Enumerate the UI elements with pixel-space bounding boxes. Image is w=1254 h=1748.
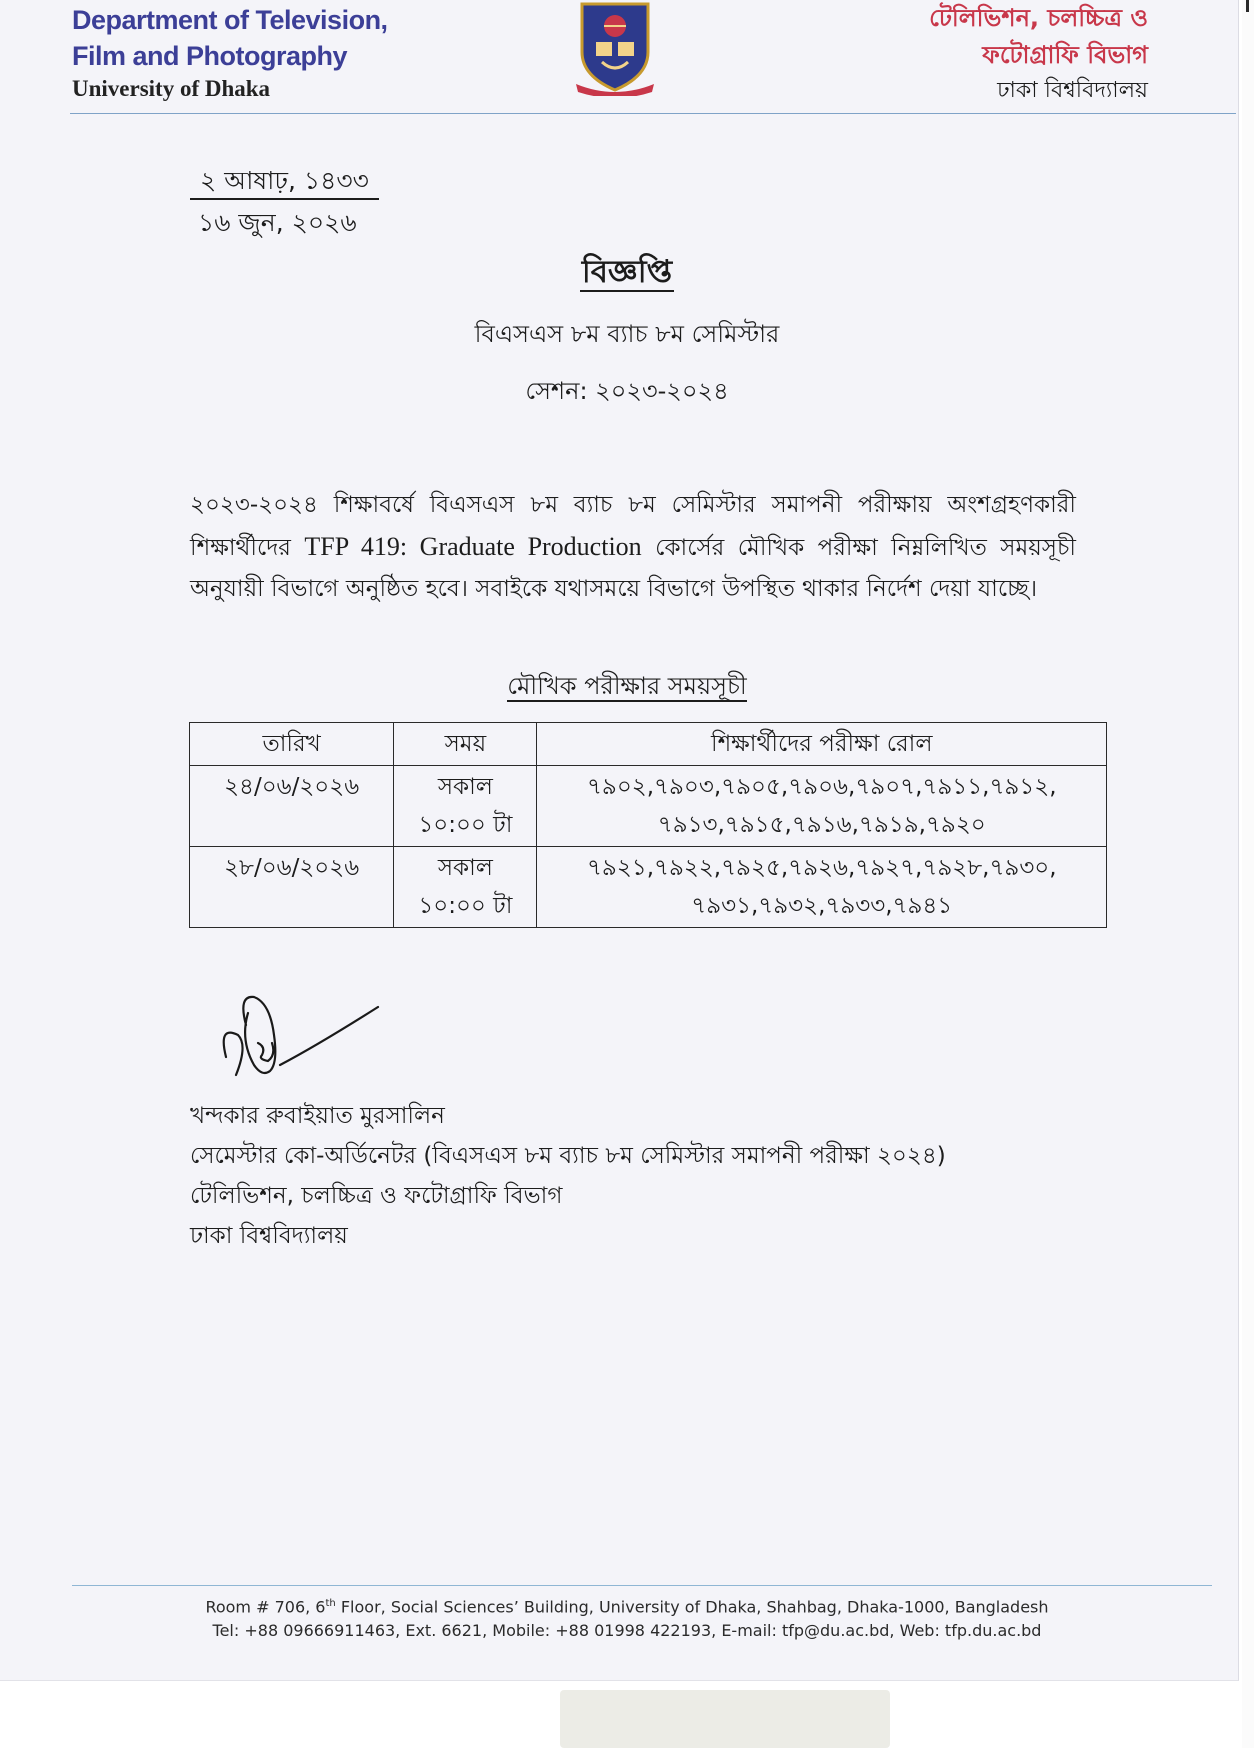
dept-name-en-line2: Film and Photography [72, 41, 348, 71]
row-rolls-line1: ৭৯২১,৭৯২২,৭৯২৫,৭৯২৬,৭৯২৭,৭৯২৮,৭৯৩০, [586, 855, 1057, 881]
row-time [394, 847, 537, 928]
row-time-label: সকাল [437, 855, 493, 881]
notice-title [0, 252, 1254, 292]
row-date: ২৮/০৬/২০২৬ [190, 847, 394, 928]
university-crest-icon [574, 0, 656, 96]
dept-name-en-line1: Department of Television, [72, 5, 388, 35]
footer-contact [0, 1592, 1254, 1643]
signatory-dept: টেলিভিশন, চলচ্চিত্র ও ফটোগ্রাফি বিভাগ [190, 1183, 563, 1209]
course-name: TFP 419: Graduate Production [304, 532, 642, 561]
university-name-bn: ঢাকা বিশ্ববিদ্যালয় [997, 78, 1148, 103]
col-header-rolls: শিক্ষার্থীদের পরীক্ষা রোল [537, 723, 1107, 766]
table-row [190, 766, 1107, 847]
row-rolls-line2: ৭৯৩১,৭৯৩২,৭৯৩৩,৭৯৪১ [691, 893, 953, 919]
table-header-row [190, 723, 1107, 766]
row-time-value: ১০:০০ টা [418, 893, 513, 919]
scan-edge-mark [1246, 0, 1249, 12]
row-time [394, 766, 537, 847]
scan-tape-mark [560, 1690, 890, 1748]
col-header-date: তারিখ [190, 723, 394, 766]
signatory-role: সেমেস্টার কো-অর্ডিনেটর (বিএসএস ৮ম ব্যাচ ৮ম সেমিস্টার সমাপনী পরীক্ষা ২০২৪) [190, 1143, 946, 1169]
header-english [72, 2, 388, 104]
session-line: সেশন: ২০২৩-২০২৪ [525, 377, 729, 405]
table-row [190, 847, 1107, 928]
row-rolls-line2: ৭৯১৩,৭৯১৫,৭৯১৬,৭৯১৯,৭৯২০ [657, 812, 986, 838]
batch-line: বিএসএস ৮ম ব্যাচ ৮ম সেমিস্টার [474, 320, 780, 348]
row-time-label: সকাল [437, 774, 493, 800]
row-rolls [537, 847, 1107, 928]
footer-address-part1: Room # 706, 6 [205, 1597, 326, 1617]
bangla-date: ২ আষাঢ়, ১৪৩৩ [190, 166, 379, 200]
notice-title-text: বিজ্ঞপ্তি [581, 254, 673, 290]
scan-margin [1242, 0, 1254, 1748]
signatory-name: খন্দকার রুবাইয়াত মুরসালিন [190, 1103, 445, 1129]
signatory-university: ঢাকা বিশ্ববিদ্যালয় [190, 1223, 348, 1249]
schedule-title [0, 670, 1254, 702]
notice-body [190, 485, 1076, 610]
dept-name-bn-line1: টেলিভিশন, চলচ্চিত্র ও [929, 4, 1148, 32]
row-rolls [537, 766, 1107, 847]
footer-address-part2: Floor, Social Sciences’ Building, University of Dhaka, Shahbag, Dhaka-1000, Bangladesh [335, 1597, 1049, 1617]
row-time-value: ১০:০০ টা [418, 812, 513, 838]
dept-name-bn-line2: ফটোগ্রাফি বিভাগ [982, 41, 1148, 69]
row-date: ২৪/০৬/২০২৬ [190, 766, 394, 847]
footer-divider [72, 1585, 1212, 1586]
col-header-time: সময় [394, 723, 537, 766]
row-rolls-line1: ৭৯০২,৭৯০৩,৭৯০৫,৭৯০৬,৭৯০৭,৭৯১১,৭৯১২, [586, 774, 1057, 800]
schedule-table [189, 722, 1107, 928]
footer-phone-email: Tel: +88 09666911463, Ext. 6621, Mobile: +88 01998 422193, E-mail: tfp@du.ac.bd, Web: tfp.du.ac.bd [212, 1621, 1042, 1641]
footer-address-sup: th [325, 1598, 336, 1609]
header-bangla [768, 0, 1148, 108]
notice-body-part1: ২০২৩-২০২৪ শিক্ষাবর্ষে বিএসএস ৮ম ব্যাচ ৮ম সেমিস্টার সমাপনী পরীক্ষায় অংশগ্রহণকারী শিক্ষার্থীদের [190, 492, 1076, 561]
notice-body-part2: কোর্সের মৌখিক পরীক্ষা নিম্নলিখিত সময়সূচী অনুযায়ী বিভাগে অনুষ্ঠিত হবে। সবাইকে যথাসময়ে বিভাগে উপস্থিত থাকার নির্দেশ দেয়া যাচ্ছে। [190, 535, 1076, 602]
header-divider [70, 113, 1236, 114]
gregorian-date: ১৬ জুন, ২০২৬ [198, 208, 357, 237]
university-name-en: University of Dhaka [72, 76, 271, 101]
footer-address [0, 1592, 1254, 1619]
handwritten-signature [218, 985, 388, 1095]
schedule-title-text: মৌখিক পরীক্ষার সময়সূচী [507, 672, 747, 700]
signatory-block [190, 1096, 946, 1256]
